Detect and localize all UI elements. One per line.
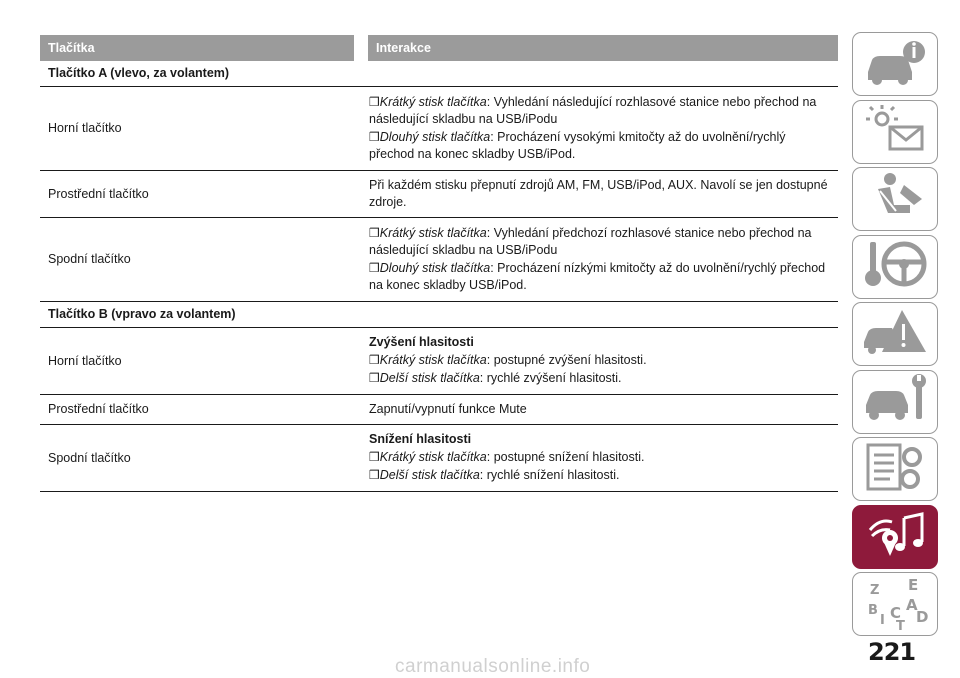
checkbox-bullet-icon: ❒ xyxy=(369,353,380,367)
index-letter: C xyxy=(890,604,902,622)
bullet-text: : Procházení vysokými kmitočty až do uvolnění/rychlý přechod na konec skladby USB/iPod. xyxy=(369,130,786,161)
chapter-tab-seat-airbag[interactable] xyxy=(852,167,938,231)
bullet-text: : rychlé snížení hlasitosti. xyxy=(479,468,620,482)
checkbox-bullet-icon: ❒ xyxy=(369,450,380,464)
interaction-cell xyxy=(361,395,838,425)
controls-table xyxy=(40,35,838,492)
button-label: Horní tlačítko xyxy=(40,328,361,395)
index-letter: E xyxy=(908,578,919,594)
interaction-text: Při každém stisku přepnutí zdrojů AM, FM, USB/iPod, AUX. Navolí se jen dostupné zdroje. xyxy=(369,178,828,209)
interaction-heading: Zvýšení hlasitosti xyxy=(369,335,474,349)
bullet-item xyxy=(369,225,830,259)
interaction-cell xyxy=(361,425,838,492)
bullet-item xyxy=(369,449,830,466)
index-letter: B xyxy=(868,603,878,618)
bullet-text: : Procházení nízkými kmitočty až do uvolnění/rychlý přechod na konec skladby USB/iPod. xyxy=(369,261,826,292)
header-buttons: Tlačítka xyxy=(40,35,361,61)
table-row xyxy=(40,425,838,492)
index-letter: A xyxy=(906,596,918,614)
bullet-term: Dlouhý stisk tlačítka xyxy=(379,130,491,144)
technical-data-icon xyxy=(860,441,930,498)
button-label: Spodní tlačítko xyxy=(40,218,361,302)
bullet-text: : postupné snížení hlasitosti. xyxy=(486,450,645,464)
checkbox-bullet-icon: ❒ xyxy=(369,371,380,385)
checkbox-bullet-icon: ❒ xyxy=(369,226,380,240)
table-row xyxy=(40,87,838,171)
chapter-tab-technical-data[interactable] xyxy=(852,437,938,501)
table-row xyxy=(40,328,838,395)
interaction-cell xyxy=(361,218,838,302)
page-number: 221 xyxy=(868,638,916,666)
bullet-item xyxy=(369,467,830,484)
interaction-cell xyxy=(361,87,838,171)
header-interaction: Interakce xyxy=(361,35,838,61)
chapter-tab-maintenance[interactable] xyxy=(852,370,938,434)
index-letter: D xyxy=(916,608,929,626)
button-label: Spodní tlačítko xyxy=(40,425,361,492)
emergency-icon xyxy=(860,306,930,363)
table-row xyxy=(40,171,838,218)
warning-lights-icon xyxy=(860,103,930,160)
chapter-tab-emergency[interactable] xyxy=(852,302,938,366)
index-icon xyxy=(860,578,930,630)
seat-airbag-icon xyxy=(860,171,930,228)
bullet-term: Krátký stisk tlačítka xyxy=(379,95,487,109)
bullet-item xyxy=(369,94,830,128)
chapter-tab-multimedia[interactable] xyxy=(852,505,938,569)
chapter-tab-key-steering[interactable] xyxy=(852,235,938,299)
key-steering-icon xyxy=(860,238,930,295)
button-label: Horní tlačítko xyxy=(40,87,361,171)
index-letter: Z xyxy=(870,583,880,598)
table-row xyxy=(40,218,838,302)
chapter-tabs xyxy=(852,32,938,640)
maintenance-icon xyxy=(860,373,930,430)
button-label: Prostřední tlačítko xyxy=(40,171,361,218)
car-info-icon xyxy=(860,36,930,93)
multimedia-icon xyxy=(860,508,930,565)
checkbox-bullet-icon: ❒ xyxy=(369,95,380,109)
bullet-term: Krátký stisk tlačítka xyxy=(379,353,487,367)
manual-content xyxy=(40,35,838,492)
checkbox-bullet-icon: ❒ xyxy=(369,468,380,482)
bullet-item xyxy=(369,370,830,387)
bullet-item xyxy=(369,352,830,369)
interaction-cell xyxy=(361,328,838,395)
bullet-item xyxy=(369,260,830,294)
chapter-tab-car-info[interactable] xyxy=(852,32,938,96)
chapter-tab-warning-lights[interactable] xyxy=(852,100,938,164)
bullet-term: Krátký stisk tlačítka xyxy=(379,450,487,464)
bullet-text: : Vyhledání předchozí rozhlasové stanice nebo přechod na následující skladbu na USB/iPodu xyxy=(369,226,812,257)
section-button-a xyxy=(40,61,838,87)
section-button-b xyxy=(40,302,838,328)
interaction-text: Zapnutí/vypnutí funkce Mute xyxy=(369,402,527,416)
chapter-tab-index[interactable] xyxy=(852,572,938,636)
section-title: Tlačítko B (vpravo za volantem) xyxy=(40,302,838,328)
bullet-text: : rychlé zvýšení hlasitosti. xyxy=(479,371,622,385)
bullet-text: : postupné zvýšení hlasitosti. xyxy=(486,353,647,367)
interaction-heading: Snížení hlasitosti xyxy=(369,432,472,446)
bullet-term: Delší stisk tlačítka xyxy=(379,371,480,385)
table-header-row xyxy=(40,35,838,61)
checkbox-bullet-icon: ❒ xyxy=(369,130,380,144)
bullet-term: Delší stisk tlačítka xyxy=(379,468,480,482)
bullet-item xyxy=(369,129,830,163)
table-row xyxy=(40,395,838,425)
bullet-text: : Vyhledání následující rozhlasové stanice nebo přechod na následující skladbu na USB/iPodu xyxy=(369,95,817,126)
checkbox-bullet-icon: ❒ xyxy=(369,261,380,275)
index-letter: I xyxy=(880,613,885,628)
bullet-term: Dlouhý stisk tlačítka xyxy=(379,261,491,275)
watermark: carmanualsonline.info xyxy=(395,656,591,677)
index-letter: T xyxy=(896,619,905,630)
section-title: Tlačítko A (vlevo, za volantem) xyxy=(40,61,838,87)
bullet-term: Krátký stisk tlačítka xyxy=(379,226,487,240)
button-label: Prostřední tlačítko xyxy=(40,395,361,425)
interaction-cell xyxy=(361,171,838,218)
